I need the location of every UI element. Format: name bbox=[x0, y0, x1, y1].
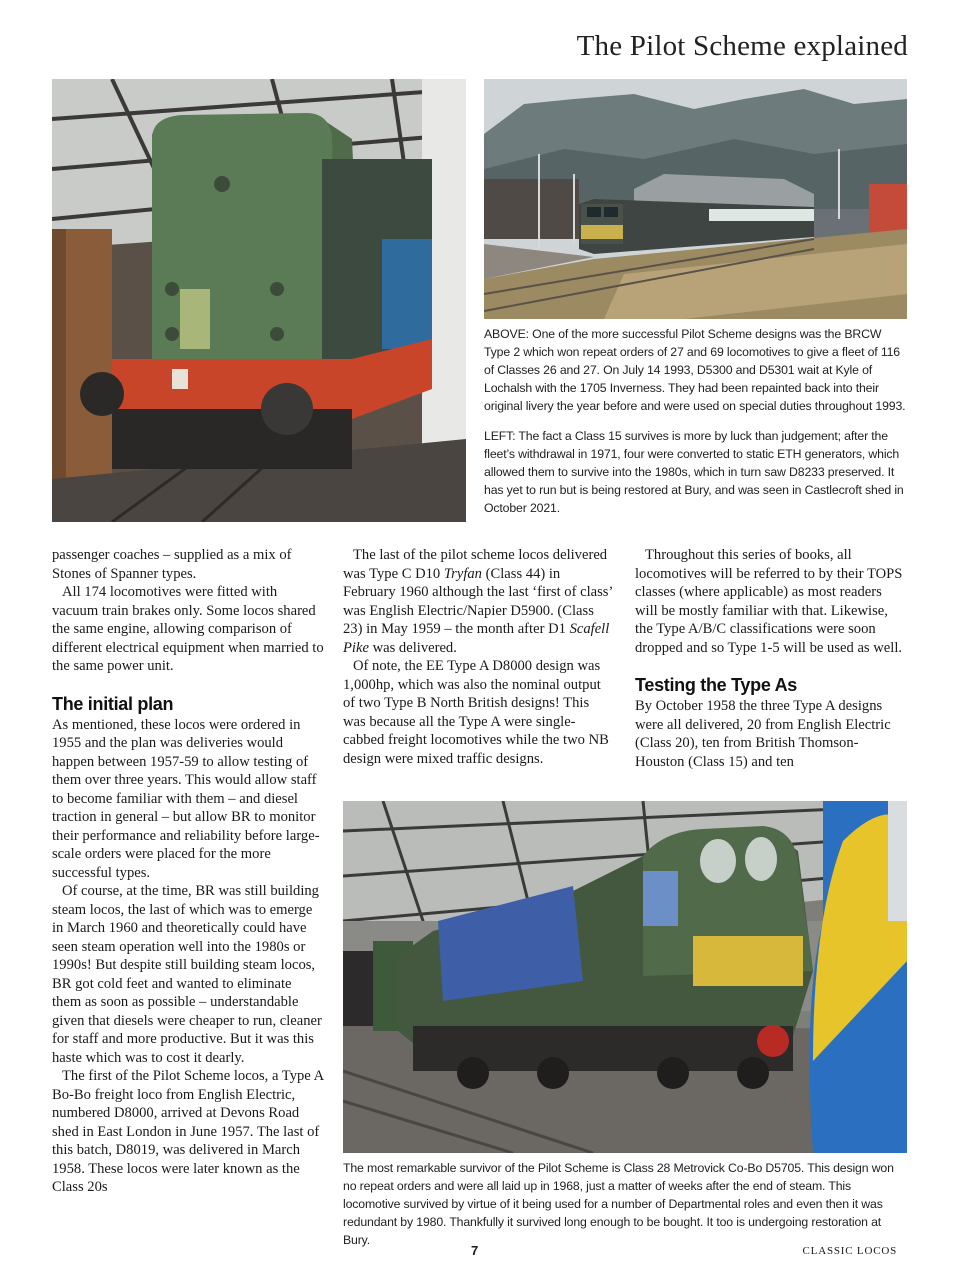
col3-paragraph: Throughout this series of books, all locomotives will be referred to by their TOPS classes (where applicable) as most readers will be mostly familiar with that. Likewise, the Type A/B/C classifications were soon dropped and so Type 1-5 will be used as well. bbox=[635, 547, 903, 656]
photo-brcw-type2 bbox=[484, 79, 907, 319]
caption-bottom: The most remarkable survivor of the Pilot Scheme is Class 28 Metrovick Co-Bo D5705. This design won no repeat orders and were all laid up in 1968, just a matter of weeks after the end of steam. This locomotive survived by virtue of it being used for a number of Departmental roles and even then it was redundant by 1980. Thankfully it survived long enough to be bought. It too is undergoing restoration at Bury. bbox=[343, 1161, 894, 1247]
col1-paragraph: All 174 locomotives were fitted with vacuum train brakes only. Some locos shared the same engine, allowing comparison of different electrical equipment when married to the same power unit. bbox=[52, 584, 324, 674]
col3-paragraph: By October 1958 the three Type A designs were all delivered, 20 from English Electric (Class 20), ten from British Thomson-Houston (Class 15) and ten bbox=[635, 698, 891, 770]
col2-paragraph: The last of the pilot scheme locos delivered was Type C D10 Tryfan (Class 44) in February 1960 although the last ‘first of class’ was English Electric/Napier D5900. (Class 23) in May 1959 – the month after D1 Scafell Pike was delivered. bbox=[343, 547, 613, 656]
col1-paragraph: As mentioned, these locos were ordered in 1955 and the plan was deliveries would happen between 1957-59 to allow testing of them over three years. This would allow staff to become familiar with them – and diesel traction in general – but allow BR to monitor their performance and reliability before large-scale orders were placed for the more successful types. bbox=[52, 716, 320, 881]
caption-left: LEFT: The fact a Class 15 survives is more by luck than judgement; after the fleet’s withdrawal in 1971, four were converted to static ETH generators, which allowed them to survive into the 1980s, which in turn saw D8233 preserved. It has yet to run but is being restored at Bury, and was seen in Castlecroft shed in October 2021. bbox=[484, 429, 904, 515]
heading-testing-type-as: Testing the Type As bbox=[635, 675, 797, 695]
col2-paragraph: Of note, the EE Type A D8000 design was 1,000hp, which was also the nominal output of two Type B North British designs! This was because all the Type A were single-cabbed freight locomotives while the two NB design were mixed traffic designs. bbox=[343, 658, 609, 767]
col1-paragraph: The first of the Pilot Scheme locos, a Type A Bo-Bo freight loco from English Electric, numbered D8000, arrived at Devons Road shed in East London in June 1957. The last of this batch, D8019, was delivered in March 1958. These locos were later known as the Class 20s bbox=[52, 1068, 324, 1195]
col1-paragraph: Of course, at the time, BR was still building steam locos, the last of which was to emerge in March 1960 and theoretically could have seen steam operation well into the 1980s or 1990s! But despite still building steam locos, BR got cold feet and wanted to eliminate them as soon as possible – understandable given that diesels were cheaper to run, cleaner for staff and more productive. But it was this haste which was to cost it dearly. bbox=[52, 883, 322, 1066]
col1-paragraph: passenger coaches – supplied as a mix of Stones of Spanner types. bbox=[52, 547, 292, 582]
body-column-1 bbox=[52, 546, 324, 1197]
body-column-3 bbox=[635, 546, 907, 771]
heading-initial-plan: The initial plan bbox=[52, 693, 174, 714]
running-header: The Pilot Scheme explained bbox=[576, 30, 908, 62]
footer-publication: CLASSIC LOCOS bbox=[802, 1245, 897, 1257]
body-column-2 bbox=[343, 546, 613, 768]
caption-above: ABOVE: One of the more successful Pilot Scheme designs was the BRCW Type 2 which won repeat orders of 27 and 69 locomotives to give a fleet of 116 of Classes 26 and 27. On July 14 1993, D5300 and D5301 wait at Kyle of Lochalsh with the 1705 Inverness. They had been repainted back into their original livery the year before and were used on special duties throughout 1993. bbox=[484, 327, 906, 413]
photo-class28-metrovick bbox=[343, 801, 907, 1153]
page-number: 7 bbox=[471, 1243, 479, 1258]
photo-class15-shed bbox=[52, 79, 466, 522]
